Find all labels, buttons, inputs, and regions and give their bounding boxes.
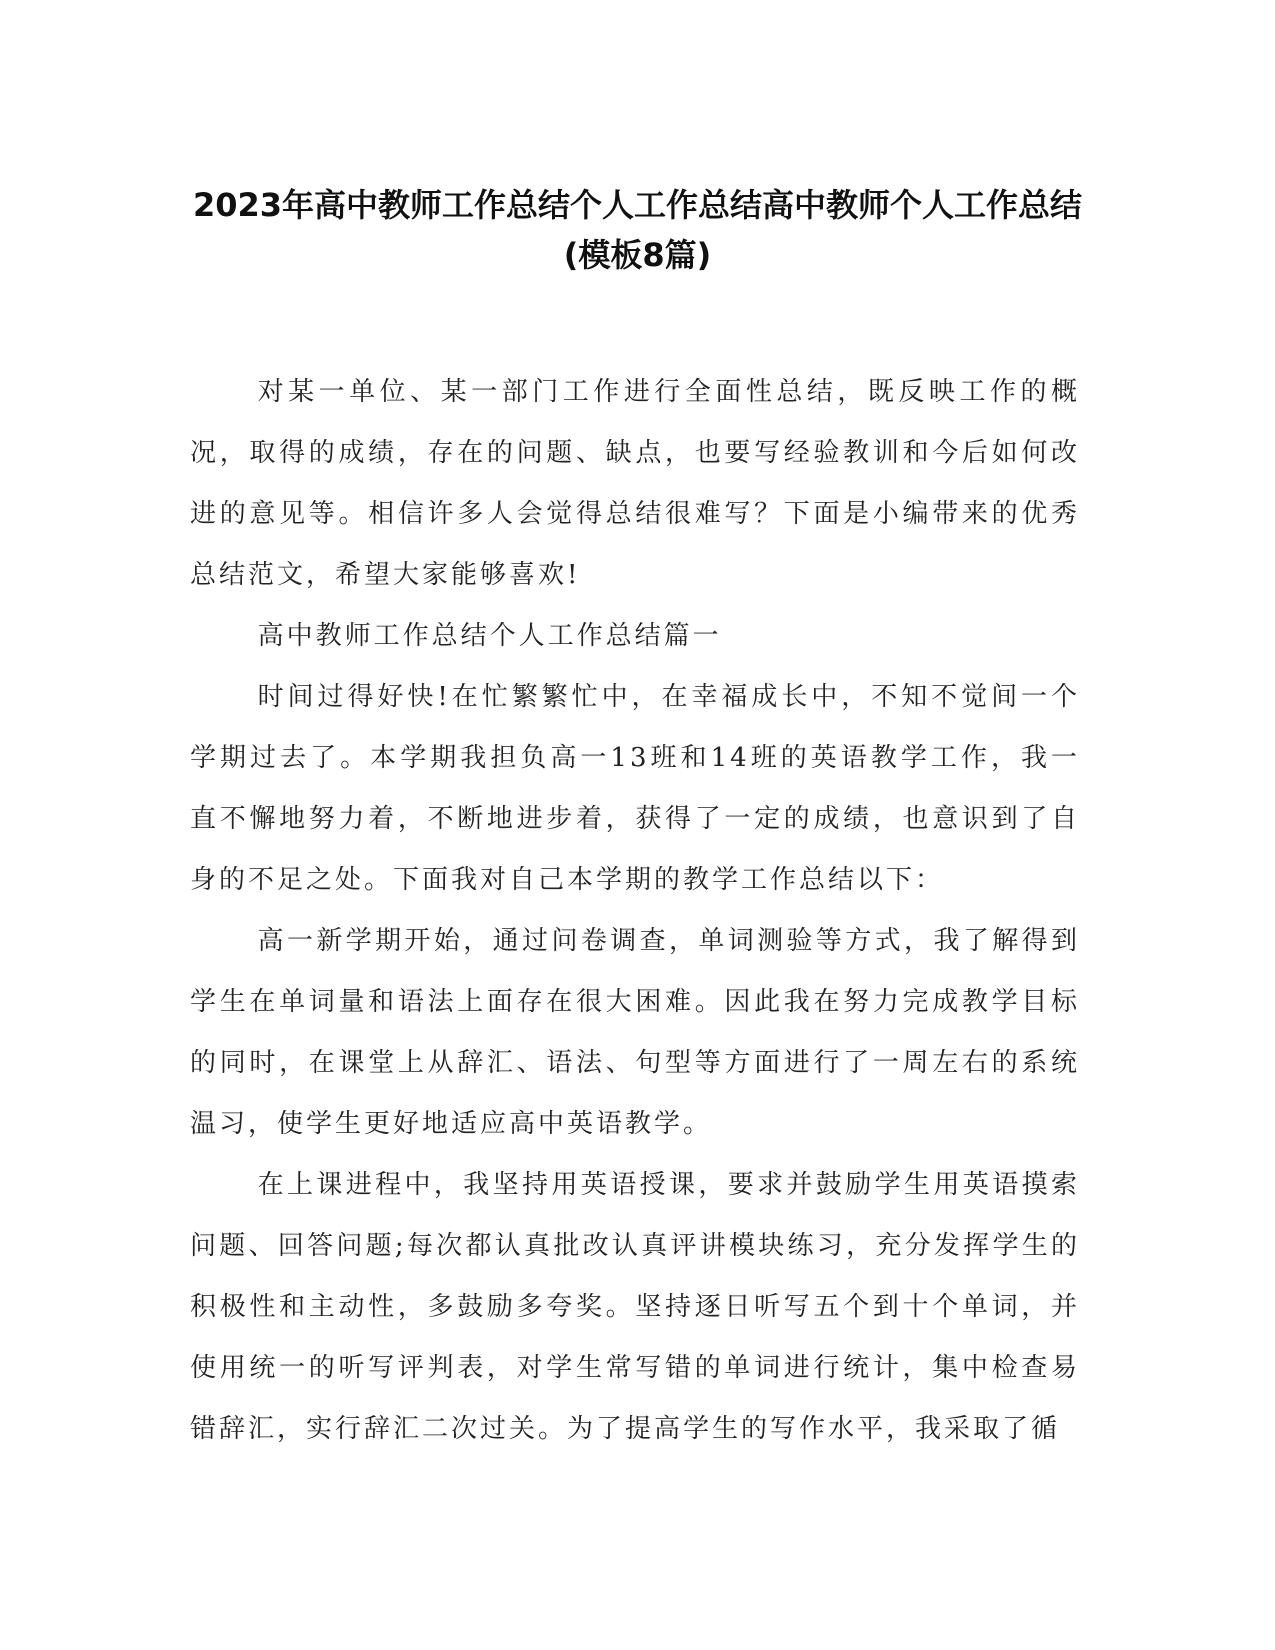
document-title: 2023年高中教师工作总结个人工作总结高中教师个人工作总结(模板8篇) (192, 186, 1083, 274)
body-paragraph: 在上课进程中，我坚持用英语授课，要求并鼓励学生用英语摸索问题、回答问题;每次都认真批改认真评讲模块练习，充分发挥学生的积极性和主动性，多鼓励多夸奖。坚持逐日听写五个到十个单词，并使用统一的听写评判表，对学生常写错的单词进行统计，集中检查易错辞汇，实行辞汇二次过关。为了提高学生的写作水平，我采取了循 (190, 1170, 1080, 1444)
intro-paragraph: 对某一单位、某一部门工作进行全面性总结，既反映工作的概况，取得的成绩，存在的问题、缺点，也要写经验教训和今后如何改进的意见等。相信许多人会觉得总结很难写？下面是小编带来的优秀总结范文，希望大家能够喜欢! (190, 377, 1080, 590)
section-heading: 高中教师工作总结个人工作总结篇一 (257, 621, 722, 651)
body-paragraph: 高一新学期开始，通过问卷调查，单词测验等方式，我了解得到学生在单词量和语法上面存在很大困难。因此我在努力完成教学目标的同时，在课堂上从辞汇、语法、句型等方面进行了一周左右的系统温习，使学生更好地适应高中英语教学。 (190, 926, 1080, 1139)
document-body (190, 362, 1080, 1460)
body-paragraph: 时间过得好快!在忙繁繁忙中，在幸福成长中，不知不觉间一个学期过去了。本学期我担负高一13班和14班的英语教学工作，我一直不懈地努力着，不断地进步着，获得了一定的成绩，也意识到了自身的不足之处。下面我对自己本学期的教学工作总结以下： (190, 682, 1080, 895)
